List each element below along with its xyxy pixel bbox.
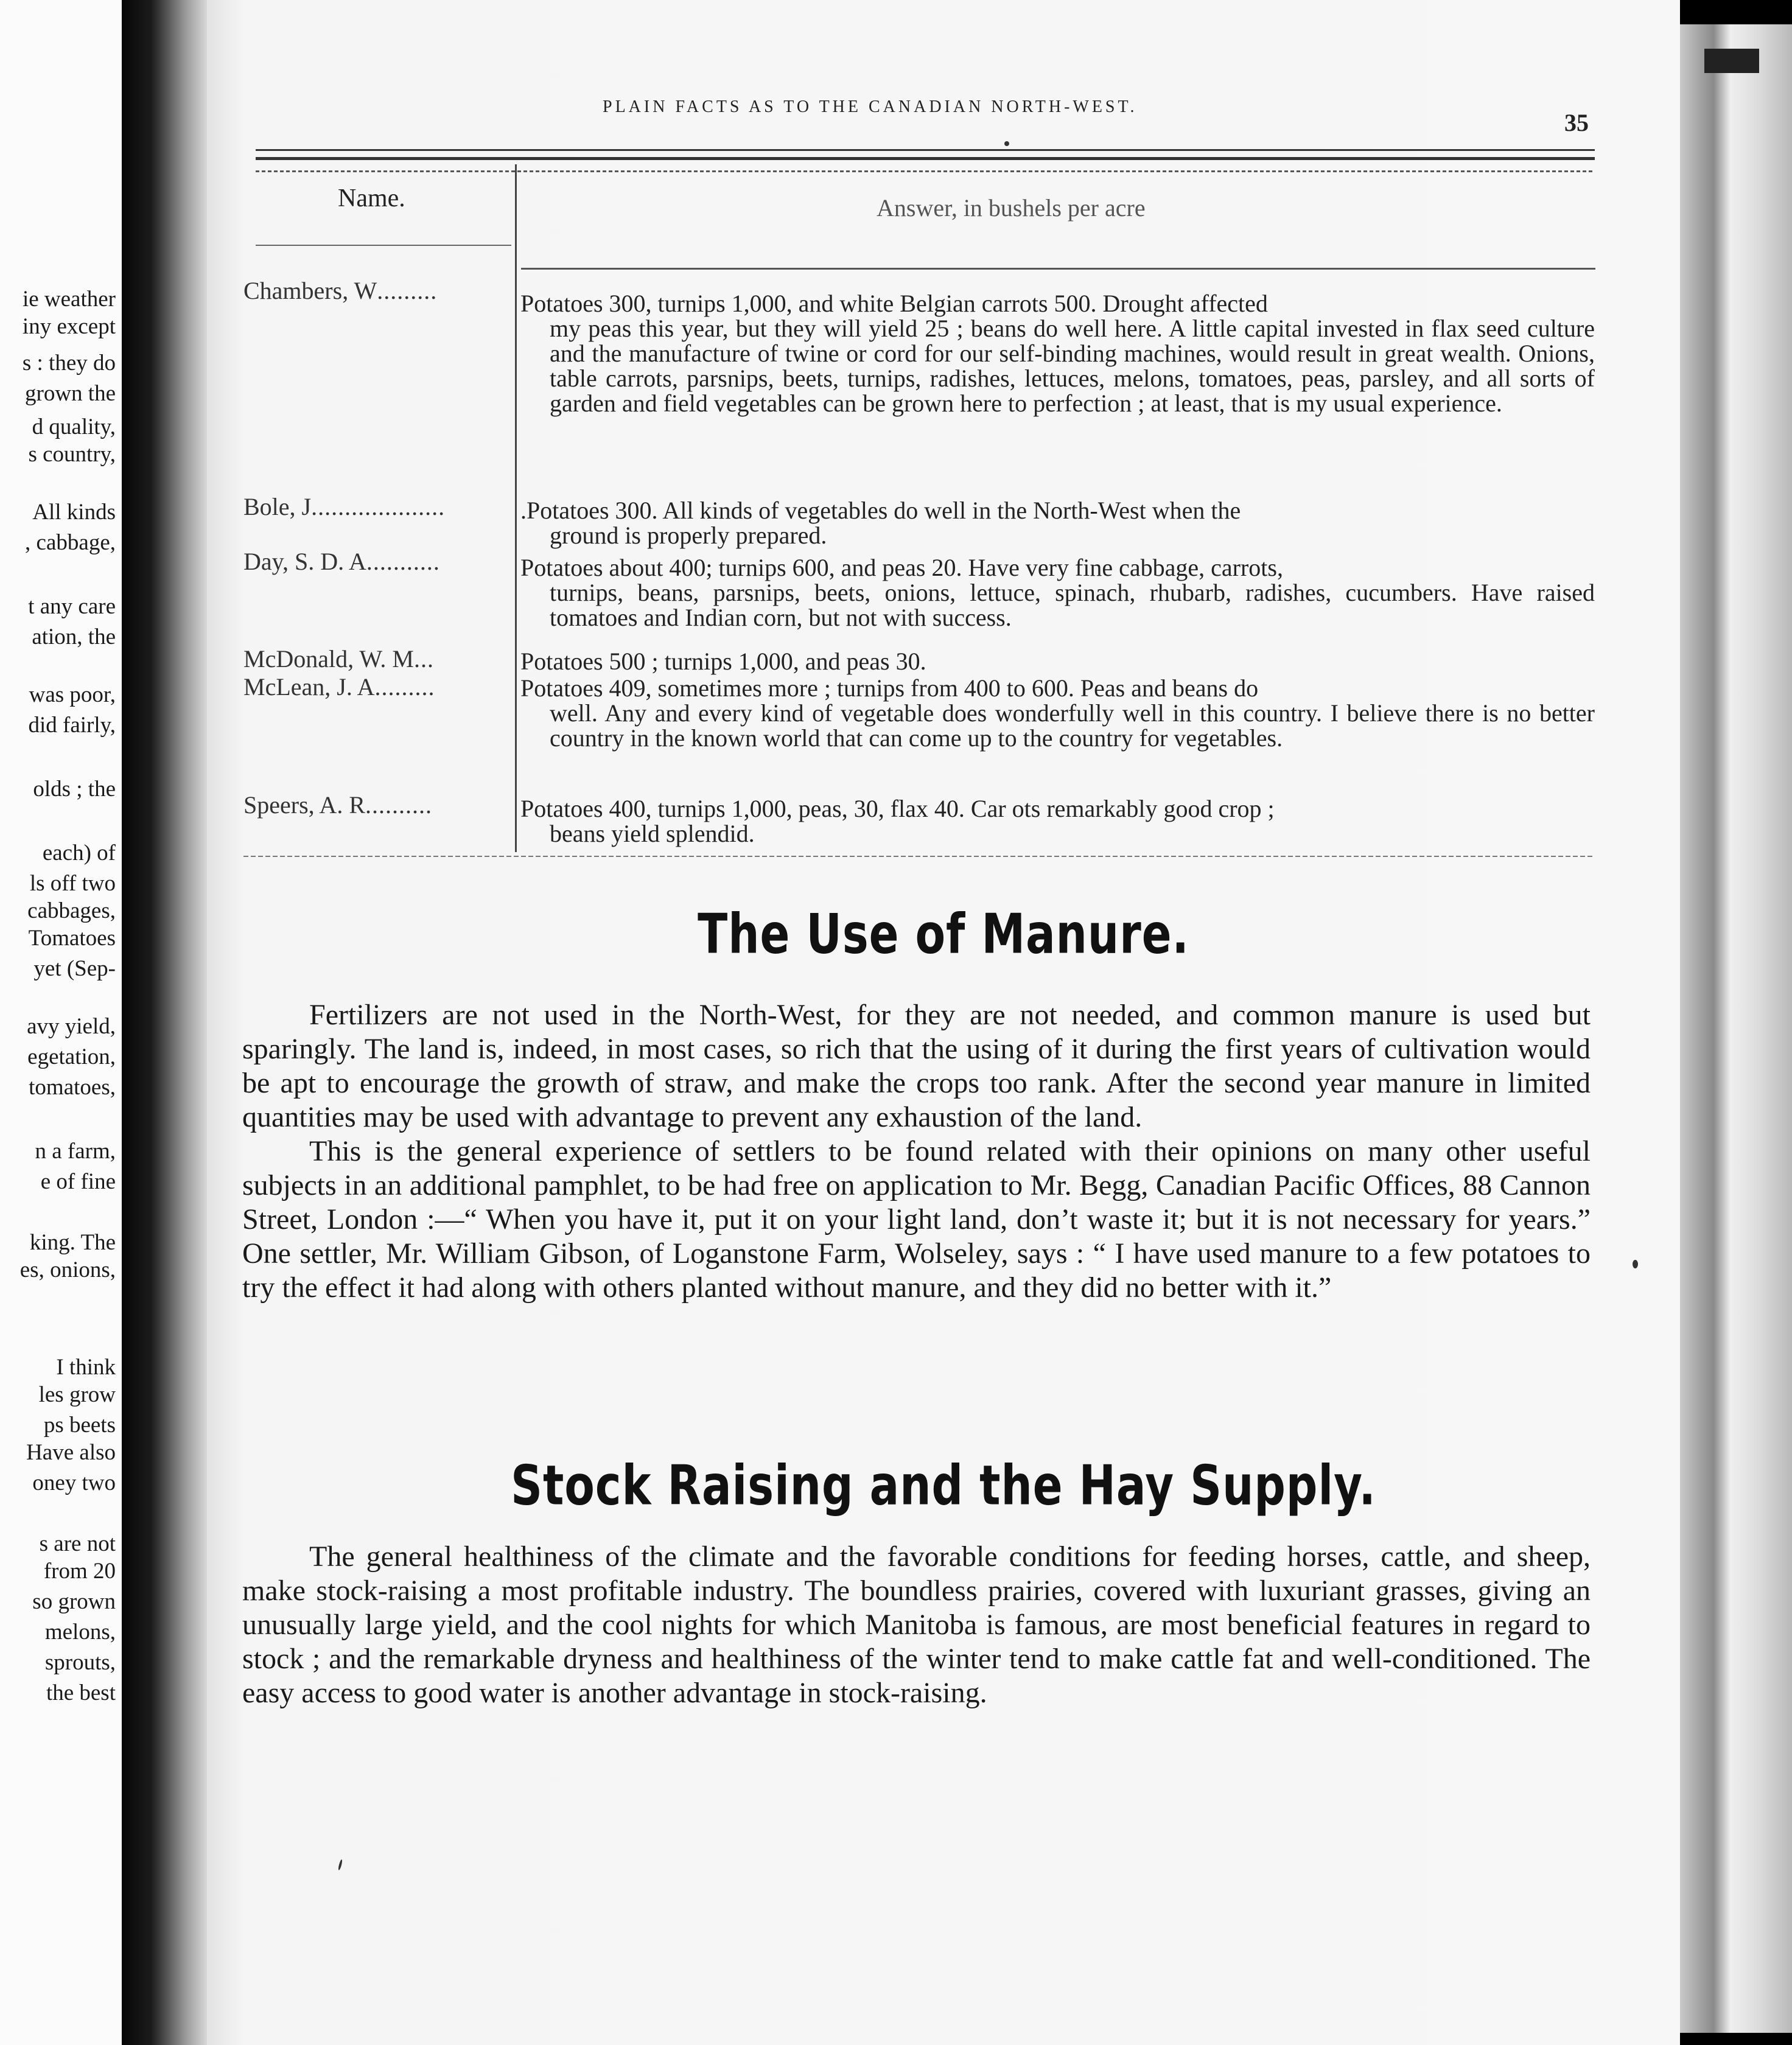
header-rule-dotted xyxy=(256,170,1595,172)
left-page-line: was poor, xyxy=(29,682,116,707)
table-row-answer: .Potatoes 300. All kinds of vegetables do well in the North-West when the ground is properly prepared. xyxy=(520,497,1241,549)
left-page-line: t any care xyxy=(28,594,116,619)
left-page-line: n a farm, xyxy=(35,1139,116,1164)
left-page-line: s : they do xyxy=(22,351,116,376)
left-page-line: Have also xyxy=(26,1440,116,1465)
manure-paragraph-1: Fertilizers are not used in the North-West, for they are not needed, and common manure is used but sparingly. The land is, indeed, in most cases, so rich that the using of it during the first years of cultivation would be apt to encourage the growth of straw, and make the crops too rank. After the second year manure in limited quantities may be used with advantage to prevent any exhaustion of the land. xyxy=(242,999,1591,1133)
left-page-line: melons, xyxy=(44,1620,116,1645)
left-page-line: ps beets xyxy=(43,1413,116,1438)
left-page-line: es, onions, xyxy=(19,1257,116,1282)
page-edge-stack xyxy=(1680,24,1792,2033)
left-page-line: s are not xyxy=(39,1531,116,1556)
page-number: 35 xyxy=(1564,109,1589,136)
table-bottom-rule xyxy=(243,856,1595,857)
left-page-line: cabbages, xyxy=(27,898,116,923)
left-page-line: yet (Sep- xyxy=(33,956,116,981)
left-page-line: ie weather xyxy=(22,287,116,312)
left-page-line: each) of xyxy=(42,841,116,865)
stock-paragraph-1: The general healthiness of the climate and the favorable conditions for feeding horses, cattle, and sheep, make stock-raising a most profitable industry. The boundless prairies, covered with luxuriant grasses, giving an unusually large yield, and the cool nights for which Manitoba is famous, are most beneficial features in regard to stock ; and the remarkable dryness and healthiness of the winter tend to make cattle fat and well-conditioned. The easy access to good water is another advantage in stock-raising. xyxy=(242,1540,1591,1709)
left-page-line: les grow xyxy=(38,1382,116,1407)
left-page-line: e of fine xyxy=(40,1169,116,1194)
left-page-line: did fairly, xyxy=(28,713,116,738)
left-page-line: s country, xyxy=(28,442,116,467)
table-row-answer: Potatoes 500 ; turnips 1,000, and peas 30. xyxy=(520,648,926,675)
table-row-name: McDonald, W. M... xyxy=(243,645,434,673)
scan-speck xyxy=(1633,1260,1638,1268)
table-row-name: McLean, J. A......... xyxy=(243,673,435,701)
left-page-line: grown the xyxy=(25,381,116,406)
left-page-line: I think xyxy=(56,1355,116,1380)
section-heading-stock: Stock Raising and the Hay Supply. xyxy=(511,1453,1376,1517)
table-row-name: Bole, J.................... xyxy=(243,493,446,520)
manure-body xyxy=(242,998,1591,1305)
left-page-line: oney two xyxy=(32,1470,116,1495)
table-column-divider xyxy=(515,164,517,852)
table-col-name-header: Name. xyxy=(338,184,405,212)
table-name-header-rule xyxy=(256,245,511,246)
left-page-line: king. The xyxy=(29,1230,116,1255)
left-page-line: Tomatoes xyxy=(28,926,116,951)
stock-body xyxy=(242,1540,1591,1710)
left-page-line: egetation, xyxy=(27,1044,116,1069)
table-row-name: Day, S. D. A........... xyxy=(243,548,440,575)
table-answer-header-rule xyxy=(521,268,1595,270)
table-row-answer: Potatoes about 400; turnips 600, and peas 20. Have very fine cabbage, carrots, turnips, beans, parsnips, beets, onions, lettuce, spinach, rhubarb, radishes, cucumbers. Have raised tomatoes and Indian corn, but not with success. xyxy=(520,554,1595,631)
left-page-line: olds ; the xyxy=(33,777,116,802)
left-page-line: from 20 xyxy=(43,1559,116,1584)
left-page-line: so grown xyxy=(32,1589,116,1614)
page-edge-shadow xyxy=(1704,49,1759,73)
table-row-answer: Potatoes 400, turnips 1,000, peas, 30, flax 40. Car ots remarkably good crop ; beans yield splendid. xyxy=(520,795,1275,847)
table-row-answer: Potatoes 300, turnips 1,000, and white Belgian carrots 500. Drought affected my peas this year, but they will yield 25 ; beans do well here. A little capital invested in flax seed culture and the manufacture of twine or cord for our self-binding machines, would result in great wealth. Onions, table carrots, parsnips, beets, turnips, radishes, lettuces, melons, tomatoes, peas, parsley, and all sorts of garden and field vegetables can be grown here to perfection ; at least, that is my usual experience. xyxy=(520,290,1595,417)
left-page-line: the best xyxy=(46,1680,116,1705)
left-page-line: All kinds xyxy=(32,500,116,525)
running-head: PLAIN FACTS AS TO THE CANADIAN NORTH-WEST. xyxy=(603,97,1138,116)
left-page-line: iny except xyxy=(22,314,116,339)
left-page-line: sprouts, xyxy=(44,1650,116,1675)
table-col-answer-header: Answer, in bushels per acre xyxy=(877,194,1146,222)
header-rule-top xyxy=(256,149,1595,151)
section-heading-manure: The Use of Manure. xyxy=(698,901,1189,966)
left-page-line: , cabbage, xyxy=(25,530,116,555)
table-row-name: Speers, A. R.......... xyxy=(243,791,432,819)
table-row-name: Chambers, W......... xyxy=(243,277,438,304)
left-page-line: avy yield, xyxy=(27,1014,116,1039)
left-facing-page xyxy=(0,0,122,2045)
manure-paragraph-2: This is the general experience of settlers to be found related with their opinions on many other useful subjects in an additional pamphlet, to be had free on application to Mr. Begg, Canadian Pacific Offices, 88 Cannon Street, London :—“ When you have it, put it on your light land, don’t waste it; but it is not necessary for years.” One settler, Mr. William Gibson, of Loganstone Farm, Wolseley, says : “ I have used manure to a few potatoes to try the effect it had along with others planted without manure, and they did no better with it.” xyxy=(242,1135,1591,1304)
left-page-line: ls off two xyxy=(29,871,116,896)
header-rule-bottom xyxy=(256,157,1595,160)
scan-speck xyxy=(1004,141,1009,146)
left-page-line: ation, the xyxy=(32,624,116,649)
book-gutter xyxy=(122,0,207,2045)
left-page-line: d quality, xyxy=(32,414,116,439)
left-page-line: tomatoes, xyxy=(29,1075,116,1100)
table-row-answer: Potatoes 409, sometimes more ; turnips from 400 to 600. Peas and beans do well. Any and every kind of vegetable does wonderfully well in this country. I believe there is no better country in the known world that can come up to the country for vegetables. xyxy=(520,674,1595,752)
